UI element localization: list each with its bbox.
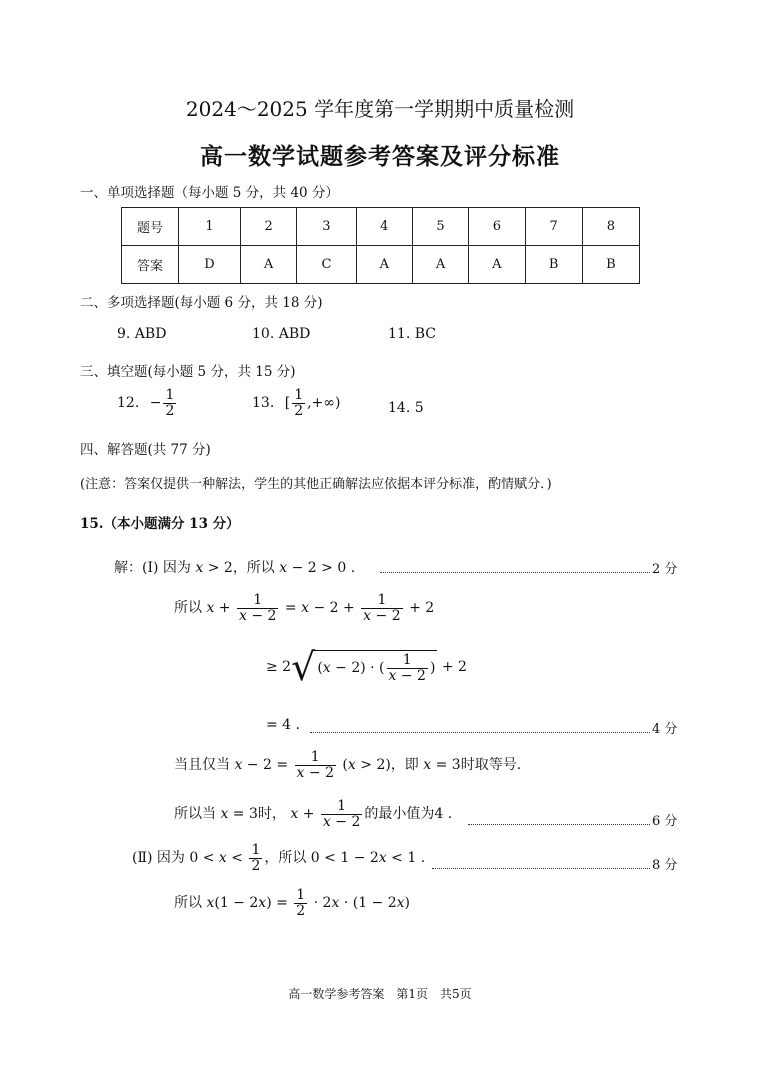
table-cell: A <box>469 246 525 284</box>
solution-step-4: = 4 . <box>266 717 300 733</box>
fill-answer-13: 13. [ $\frac{1}{2}$ ,+∞) <box>252 387 341 419</box>
row-label-number: 题号 <box>122 208 179 246</box>
score-mark: 8 分 <box>652 858 678 873</box>
answer-item: 10. ABD <box>252 326 311 342</box>
dot-leader <box>432 868 650 869</box>
table-cell: 4 <box>356 208 412 246</box>
table-cell: 1 <box>179 208 241 246</box>
solution-step-5: 当且仅当 x − 2 = $\frac{1}{x - 2}$ (x > 2)，即 x = 3时取等号. <box>174 749 522 781</box>
table-cell: C <box>297 246 356 284</box>
score-mark: 4 分 <box>652 722 678 737</box>
grading-note: (注意：答案仅提供一种解法，学生的其他正确解法应依据本评分标准，酌情赋分．) <box>80 477 552 492</box>
dot-leader <box>468 824 650 825</box>
table-row-answers <box>122 246 640 284</box>
section-1-title: 一、单项选择题（每小题 5 分，共 40 分） <box>80 185 339 201</box>
exam-header: 2024～2025 学年度第一学期期中质量检测 <box>185 97 575 121</box>
table-cell: 7 <box>525 208 582 246</box>
table-cell: 3 <box>297 208 356 246</box>
section-3-title: 三、填空题(每小题 5 分，共 15 分) <box>80 364 296 380</box>
fill-answer-12: 12. − $\frac{1}{2}$ <box>117 387 175 419</box>
row-label-answer: 答案 <box>122 246 179 284</box>
table-cell: B <box>582 246 639 284</box>
answer-item: 9. ABD <box>117 326 167 342</box>
table-cell: A <box>240 246 296 284</box>
section-2-title: 二、多项选择题(每小题 6 分，共 18 分) <box>80 295 323 311</box>
answer-item: 11. BC <box>388 326 436 342</box>
table-cell: D <box>179 246 241 284</box>
table-cell: 5 <box>412 208 468 246</box>
solution-step-1: 解：(Ⅰ) 因为 x > 2，所以 x − 2 > 0 . <box>114 560 356 576</box>
dot-leader <box>310 732 650 733</box>
page-footer: 高一数学参考答案 第1页 共5页 <box>288 987 472 1001</box>
document-title: 高一数学试题参考答案及评分标准 <box>200 143 560 170</box>
question-15-title: 15.（本小题满分 13 分） <box>80 516 240 532</box>
table-cell: 6 <box>469 208 525 246</box>
solution-step-3: ≥ 2√ (x − 2) · ( $\frac{1}{x - 2}$ ) + 2 <box>266 645 467 689</box>
table-cell: 8 <box>582 208 639 246</box>
table-cell: B <box>525 246 582 284</box>
solution-step-7: (Ⅱ) 因为 0 < x < $\frac{1}{2}$ ，所以 0 < 1 − 2x < 1 . <box>132 842 426 874</box>
table-cell: A <box>412 246 468 284</box>
solution-step-2: 所以 x + $\frac{1}{x - 2}$ = x − 2 + $\frac{1}{x - 2}$ + 2 <box>174 592 435 624</box>
dot-leader <box>380 572 650 573</box>
solution-step-6: 所以当 x = 3时， x + $\frac{1}{x - 2}$ 的最小值为4 . <box>174 798 453 830</box>
fill-answer-14: 14. 5 <box>388 400 424 416</box>
solution-step-8: 所以 x(1 − 2x) = $\frac{1}{2}$ · 2x · (1 − 2x) <box>174 887 411 919</box>
table-cell: A <box>356 246 412 284</box>
answer-table <box>121 207 640 284</box>
section-4-title: 四、解答题(共 77 分) <box>80 442 211 458</box>
score-mark: 6 分 <box>652 814 678 829</box>
score-mark: 2 分 <box>652 562 678 577</box>
table-row-numbers <box>122 208 640 246</box>
table-cell: 2 <box>240 208 296 246</box>
